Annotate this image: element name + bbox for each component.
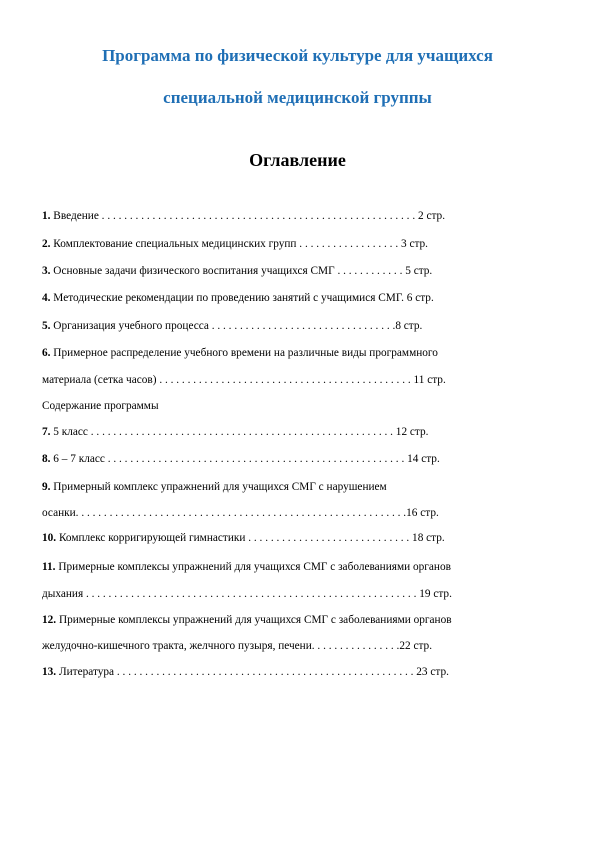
toc-number: 8. xyxy=(42,453,51,465)
toc-line xyxy=(42,292,434,304)
toc-number: 6. xyxy=(42,347,51,359)
toc-line xyxy=(42,210,445,222)
toc-text: Комплектование специальных медицинских групп . . . . . . . . . . . . . . . . . . 3 стр. xyxy=(50,238,429,250)
document-title-line-1: Программа по физической культуре для учащихся xyxy=(102,46,493,65)
toc-text: 6 – 7 класс . . . . . . . . . . . . . . . . . . . . . . . . . . . . . . . . . . . . . . . . . . . . . . . . . . . . . 14 стр. xyxy=(50,453,440,465)
toc-line xyxy=(42,374,446,386)
toc-line xyxy=(42,640,432,652)
toc-text: Методические рекомендации по проведению занятий с учащимися СМГ. 6 стр. xyxy=(50,292,434,304)
toc-number: 5. xyxy=(42,320,51,332)
toc-line xyxy=(42,265,432,277)
toc-text: Литература . . . . . . . . . . . . . . . . . . . . . . . . . . . . . . . . . . . . . . . . . . . . . . . . . . . . . 23 стр. xyxy=(56,666,449,678)
toc-text: 5 класс . . . . . . . . . . . . . . . . . . . . . . . . . . . . . . . . . . . . . . . . . . . . . . . . . . . . . . 12 стр. xyxy=(50,426,429,438)
toc-number: 7. xyxy=(42,426,51,438)
toc-text: Организация учебного процесса . . . . . . . . . . . . . . . . . . . . . . . . . . . . . . . . .8 стр. xyxy=(50,320,423,332)
toc-text: осанки. . . . . . . . . . . . . . . . . . . . . . . . . . . . . . . . . . . . . . . . . . . . . . . . . . . . . . . . . . .16 стр. xyxy=(42,507,439,519)
toc-line xyxy=(42,507,439,519)
document-title-line-2: специальной медицинской группы xyxy=(163,88,432,107)
toc-number: 4. xyxy=(42,292,51,304)
toc-line xyxy=(42,481,387,493)
toc-line xyxy=(42,320,422,332)
toc-text: Примерное распределение учебного времени на различные виды программного xyxy=(50,347,438,359)
toc-text: Введение . . . . . . . . . . . . . . . . . . . . . . . . . . . . . . . . . . . . . . . . . . . . . . . . . . . . . . . . 2 стр. xyxy=(50,210,446,222)
toc-line xyxy=(42,532,445,544)
toc-text: дыхания . . . . . . . . . . . . . . . . . . . . . . . . . . . . . . . . . . . . . . . . . . . . . . . . . . . . . . . . . . . 19 стр. xyxy=(42,588,452,600)
toc-number: 11. xyxy=(42,561,56,573)
toc-number: 10. xyxy=(42,532,57,544)
toc-text: Основные задачи физического воспитания учащихся СМГ . . . . . . . . . . . . 5 стр. xyxy=(50,265,433,277)
toc-line xyxy=(42,588,452,600)
toc-text: Комплекс корригирующей гимнастики . . . . . . . . . . . . . . . . . . . . . . . . . . . . . 18 стр. xyxy=(56,532,445,544)
toc-number: 12. xyxy=(42,614,57,626)
toc-line xyxy=(42,666,449,678)
toc-line xyxy=(42,347,438,359)
toc-text: Примерный комплекс упражнений для учащихся СМГ с нарушением xyxy=(50,481,387,493)
toc-text: Примерные комплексы упражнений для учащихся СМГ с заболеваниями органов xyxy=(56,614,452,626)
toc-number: 2. xyxy=(42,238,51,250)
toc-number: 13. xyxy=(42,666,57,678)
toc-text: Содержание программы xyxy=(42,400,159,412)
toc-text: Примерные комплексы упражнений для учащихся СМГ с заболеваниями органов xyxy=(55,561,451,573)
toc-number: 1. xyxy=(42,210,51,222)
toc-number: 9. xyxy=(42,481,51,493)
toc-heading: Оглавление xyxy=(249,150,346,170)
toc-number: 3. xyxy=(42,265,51,277)
toc-line xyxy=(42,426,428,438)
toc-text: материала (сетка часов) . . . . . . . . . . . . . . . . . . . . . . . . . . . . . . . . . . . . . . . . . . . . . 11 стр. xyxy=(42,374,446,386)
toc-line xyxy=(42,453,440,465)
toc-line xyxy=(42,561,451,573)
toc-text: желудочно-кишечного тракта, желчного пузыря, печени. . . . . . . . . . . . . . . .22 стр. xyxy=(42,640,433,652)
toc-line xyxy=(42,400,159,412)
toc-line xyxy=(42,238,428,250)
toc-line xyxy=(42,614,452,626)
